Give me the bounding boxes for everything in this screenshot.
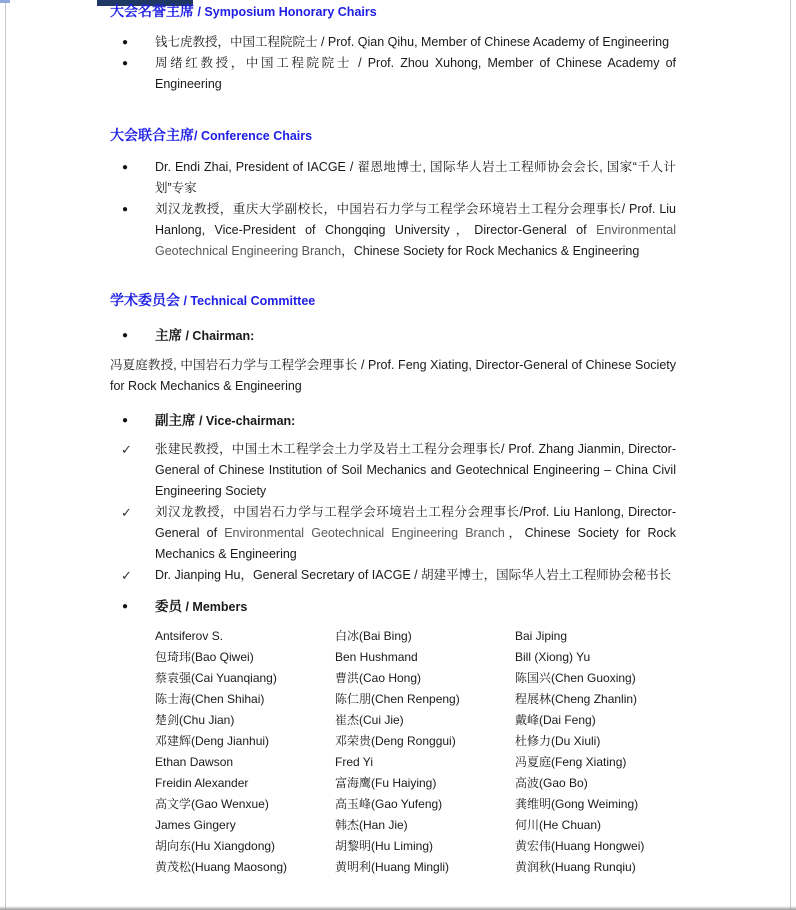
label-zh: 副主席 bbox=[155, 413, 196, 428]
page-left-edge bbox=[5, 0, 6, 910]
honorary-chairs-list bbox=[110, 32, 676, 95]
member-name: 陈国兴(Chen Guoxing) bbox=[515, 671, 636, 685]
member-name: Antsiferov S. bbox=[155, 629, 224, 643]
bullet-icon: ● bbox=[122, 37, 129, 48]
list-item bbox=[110, 565, 676, 586]
list-item-text-gray: Environmental Geotechnical Engineering Branch bbox=[224, 526, 505, 540]
corner-artifact bbox=[0, 0, 10, 3]
member-name: Ethan Dawson bbox=[155, 755, 234, 769]
vice-chairman-label bbox=[110, 410, 676, 432]
label-zh: 委员 bbox=[155, 599, 182, 614]
vice-chairman-list bbox=[110, 439, 676, 586]
member-name: Ben Hushmand bbox=[335, 650, 418, 664]
member-name: 曹洪(Cao Hong) bbox=[335, 671, 422, 685]
member-name: 邓建辉(Deng Jianhui) bbox=[155, 734, 270, 748]
label-en: / Members bbox=[185, 600, 248, 614]
list-item-text-gray: Environmental Geotechnical Engineering Branch bbox=[155, 223, 676, 258]
member-name: 黄明利(Huang Mingli) bbox=[335, 860, 450, 874]
heading-separator: / bbox=[194, 5, 205, 19]
conference-chairs-list bbox=[110, 157, 676, 262]
checkmark-icon: ✓ bbox=[121, 505, 132, 520]
member-name: 富海鹰(Fu Haiying) bbox=[335, 776, 437, 790]
list-item-text: ，Chinese Society for Rock Mechanics & Engineering bbox=[155, 526, 677, 561]
member-name: 程展林(Cheng Zhanlin) bbox=[515, 692, 638, 706]
member-name: 高文学(Gao Wenxue) bbox=[155, 797, 269, 811]
member-name: 龚维明(Gong Weiming) bbox=[515, 797, 639, 811]
list-item-text: 周绪红教授，中国工程院院士 / Prof. Zhou Xuhong, Member of Chinese Academy of Engineering bbox=[155, 56, 676, 91]
member-name: Freidin Alexander bbox=[155, 776, 249, 790]
page-right-edge bbox=[790, 0, 791, 910]
bullet-icon: ● bbox=[122, 58, 129, 69]
member-name: 陈仁朋(Chen Renpeng) bbox=[335, 692, 460, 706]
member-name: Fred Yi bbox=[335, 755, 374, 769]
list-item bbox=[110, 439, 676, 502]
heading-zh: 大会联合主席 bbox=[110, 127, 194, 143]
member-name: 黄茂松(Huang Maosong) bbox=[155, 860, 288, 874]
document-content bbox=[110, 0, 676, 878]
list-item-text: 刘汉龙教授，中国岩石力学与工程学会环境岩土工程分会理事长/Prof. Liu Hanlong, Director-General of bbox=[155, 505, 676, 540]
heading-en: Symposium Honorary Chairs bbox=[204, 5, 377, 19]
member-name: 包琦玮(Bao Qiwei) bbox=[155, 650, 254, 664]
member-name: 胡向东(Hu Xiangdong) bbox=[155, 839, 276, 853]
member-name: 蔡袁强(Cai Yuanqiang) bbox=[155, 671, 277, 685]
list-item bbox=[110, 32, 676, 53]
member-name: 黄润秋(Huang Runqiu) bbox=[515, 860, 636, 874]
list-item bbox=[110, 157, 676, 199]
member-name: 高波(Gao Bo) bbox=[515, 776, 588, 790]
member-name: 胡黎明(Hu Liming) bbox=[335, 839, 434, 853]
bullet-icon: ● bbox=[122, 162, 129, 173]
list-item bbox=[110, 502, 676, 565]
member-name: 杜修力(Du Xiuli) bbox=[515, 734, 601, 748]
member-name: 楚剑(Chu Jian) bbox=[155, 713, 235, 727]
heading-en: Conference Chairs bbox=[200, 129, 313, 143]
section-heading-conference-chairs bbox=[110, 126, 676, 146]
list-item-text: Dr. Endi Zhai, President of IACGE / 翟恩地博士, 国际华人岩土工程师协会会长, 国家“千人计划”专家 bbox=[155, 160, 676, 195]
label-zh: 主席 bbox=[155, 328, 182, 343]
bullet-icon: ● bbox=[122, 601, 129, 612]
chairman-label bbox=[110, 325, 676, 347]
heading-zh: 学术委员会 bbox=[110, 292, 180, 308]
list-item bbox=[110, 53, 676, 95]
chairman-paragraph: 冯夏庭教授, 中国岩石力学与工程学会理事长 / Prof. Feng Xiating, Director-General of Chinese Society for Rock Mechanics & Engineering bbox=[110, 358, 676, 393]
list-item-text: 张建民教授，中国土木工程学会土力学及岩土工程分会理事长/ Prof. Zhang Jianmin, Director-General of Chinese Institution of Soil Mechanics and Geotechnical Engineering – China Civil Engineering Society bbox=[155, 442, 676, 498]
members-label bbox=[110, 596, 676, 618]
section-heading-honorary-chairs bbox=[110, 2, 676, 22]
checkmark-icon: ✓ bbox=[121, 442, 132, 457]
list-item-text: Dr. Jianping Hu，General Secretary of IACGE / 胡建平博士，国际华人岩土工程师协会秘书长 bbox=[155, 568, 672, 582]
member-name: 冯夏庭(Feng Xiating) bbox=[515, 755, 627, 769]
members-grid bbox=[155, 626, 676, 878]
member-name: 何川(He Chuan) bbox=[515, 818, 602, 832]
list-item-text: 钱七虎教授，中国工程院院士 / Prof. Qian Qihu, Member of Chinese Academy of Engineering bbox=[155, 35, 670, 49]
heading-zh: 大会名誉主席 bbox=[110, 3, 194, 19]
bullet-icon: ● bbox=[122, 330, 129, 341]
label-en: / Vice-chairman: bbox=[198, 414, 296, 428]
member-name: 陈士海(Chen Shihai) bbox=[155, 692, 265, 706]
page-bottom-cut bbox=[0, 906, 796, 910]
heading-separator: / bbox=[180, 294, 191, 308]
checkmark-icon: ✓ bbox=[121, 568, 132, 583]
heading-separator: / bbox=[194, 129, 201, 143]
list-item-text: ，Chinese Society for Rock Mechanics & Engineering bbox=[341, 244, 640, 258]
member-name: 崔杰(Cui Jie) bbox=[335, 713, 404, 727]
bullet-icon: ● bbox=[122, 415, 129, 426]
list-item-text: 刘汉龙教授，重庆大学副校长，中国岩石力学与工程学会环境岩土工程分会理事长/ Prof. Liu Hanlong, Vice-President of Chongqing University，Director-General of bbox=[155, 202, 676, 237]
member-name: Bill (Xiong) Yu bbox=[515, 650, 591, 664]
member-name: Bai Jiping bbox=[515, 629, 568, 643]
list-item bbox=[110, 199, 676, 262]
bullet-icon: ● bbox=[122, 204, 129, 215]
member-name: 韩杰(Han Jie) bbox=[335, 818, 408, 832]
section-heading-technical-committee bbox=[110, 291, 676, 311]
member-name: 黄宏伟(Huang Hongwei) bbox=[515, 839, 645, 853]
member-name: 戴峰(Dai Feng) bbox=[515, 713, 596, 727]
member-name: 白冰(Bai Bing) bbox=[335, 629, 412, 643]
member-name: 邓荣贵(Deng Ronggui) bbox=[335, 734, 456, 748]
member-name: James Gingery bbox=[155, 818, 236, 832]
label-en: / Chairman: bbox=[185, 329, 255, 343]
member-name: 高玉峰(Gao Yufeng) bbox=[335, 797, 443, 811]
heading-en: Technical Committee bbox=[190, 294, 316, 308]
